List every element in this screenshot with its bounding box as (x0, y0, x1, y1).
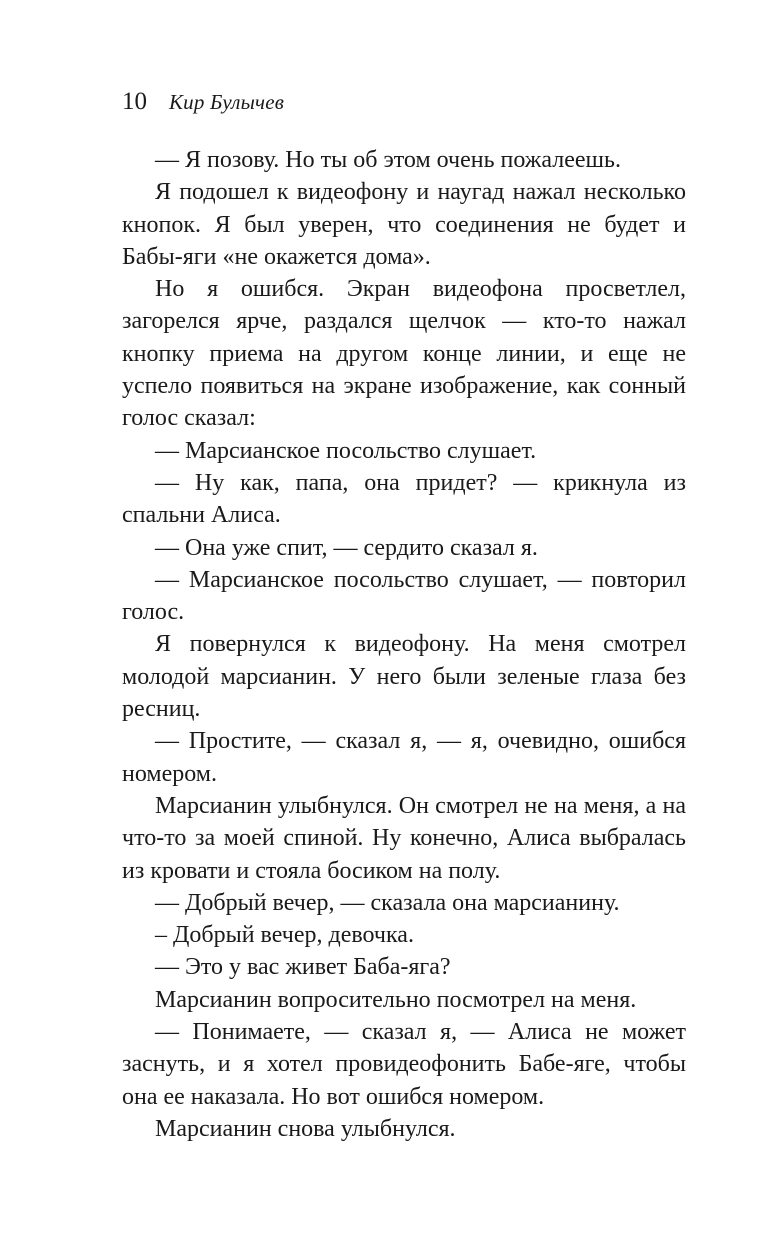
paragraph: Марсианин вопросительно посмотрел на меня. (155, 986, 637, 1013)
page-header (122, 88, 284, 122)
paragraph: Я подошел к видеофону и наугад нажал несколько кнопок. Я был уверен, что соединения не будет и Бабы-яги «не окажется дома». (122, 179, 686, 270)
body-text (122, 144, 686, 1145)
paragraph: — Понимаете, — сказал я, — Алиса не может заснуть, и я хотел провидеофонить Бабе-яге, чтобы она ее наказала. Но вот ошибся номером. (122, 1019, 686, 1110)
paragraph: Марсианин улыбнулся. Он смотрел не на меня, а на что-то за моей спиной. Ну конечно, Алиса выбралась из кровати и стояла босиком на полу. (122, 792, 686, 884)
paragraph: — Это у вас живет Баба-яга? (155, 954, 451, 981)
paragraph: — Добрый вечер, — сказала она марсианину. (155, 889, 620, 916)
paragraph: — Простите, — сказал я, — я, очевидно, ошибся номером. (122, 728, 686, 787)
paragraph: Я повернулся к видеофону. На меня смотрел молодой марсианин. У него были зеленые глаза без ресниц. (122, 631, 686, 723)
paragraph: Но я ошибся. Экран видеофона просветлел, загорелся ярче, раздался щелчок — кто-то нажал кнопку приема на другом конце линии, и еще не успело появиться на экране изображение, как сонный голос сказал: (122, 276, 686, 432)
paragraph: — Марсианское посольство слушает, — повторил голос. (122, 566, 686, 626)
running-head-author: Кир Булычев (169, 90, 285, 114)
paragraph: — Она уже спит, — сердито сказал я. (155, 534, 538, 561)
page-number: 10 (122, 88, 147, 115)
paragraph: — Я позову. Но ты об этом очень пожалеешь. (155, 147, 621, 173)
paragraph: – Добрый вечер, девочка. (155, 922, 414, 949)
paragraph: — Ну как, папа, она придет? — крикнула из спальни Алиса. (122, 469, 686, 529)
paragraph: — Марсианское посольство слушает. (155, 437, 537, 464)
paragraph: Марсианин снова улыбнулся. (155, 1115, 456, 1142)
